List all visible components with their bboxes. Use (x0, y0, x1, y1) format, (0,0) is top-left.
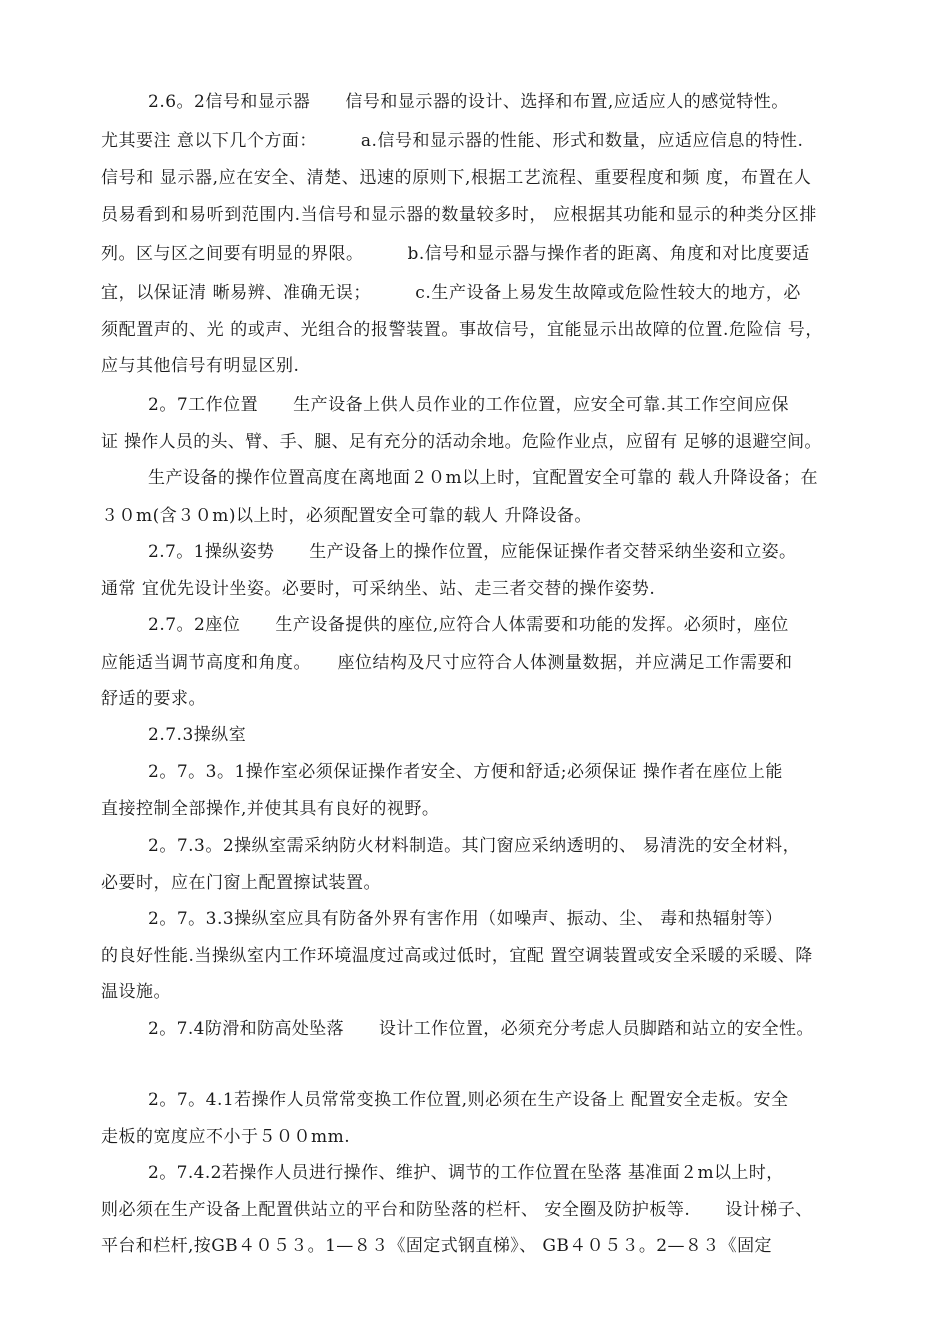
text-line: 应能适当调节高度和角度。 座位结构及尺寸应符合人体测量数据，并应满足工作需要和 (101, 653, 793, 673)
text-line: 列。区与区之间要有明显的界限。 b.信号和显示器与操作者的距离、角度和对比度要适 (101, 244, 810, 264)
text-line: 则必须在生产设备上配置供站立的平台和防坠落的栏杆、 安全圈及防护板等. 设计梯子、 (101, 1200, 813, 1220)
text-line: 应与其他信号有明显区别. (101, 356, 300, 376)
text-line: 的良好性能.当操纵室内工作环境温度过高或过低时，宜配 置空调装置或安全采暖的采暖、降 (101, 946, 813, 966)
text-line: 2。7工作位置 生产设备上供人员作业的工作位置，应安全可靠.其工作空间应保 (148, 395, 790, 415)
text-line: 2.6。2信号和显示器 信号和显示器的设计、选择和布置,应适应人的感觉特性。 (148, 92, 789, 112)
text-line: 舒适的要求。 (101, 689, 206, 709)
text-line: 平台和栏杆,按GB４０５３。1—８３《固定式钢直梯》、 GB４０５３。2—８３《固定 (101, 1236, 772, 1256)
text-line: 须配置声的、光 的或声、光组合的报警装置。事故信号，宜能显示出故障的位置.危险信 号， (101, 320, 824, 340)
text-line: 直接控制全部操作,并使其具有良好的视野。 (101, 799, 440, 819)
text-line: 通常 宜优先设计坐姿。必要时，可采纳坐、站、走三者交替的操作姿势. (101, 579, 656, 599)
text-line: 2.7。1操纵姿势 生产设备上的操作位置，应能保证操作者交替采纳坐姿和立姿。 (148, 542, 797, 562)
text-line: 证 操作人员的头、臂、手、腿、足有充分的活动余地。危险作业点，应留有 足够的退避空间。 (101, 432, 822, 452)
text-line: 尤其要注 意以下几个方面： a.信号和显示器的性能、形式和数量，应适应信息的特性. (101, 131, 804, 151)
text-line: 2。7.4防滑和防高处坠落 设计工作位置，必须充分考虑人员脚踏和站立的安全性。 (148, 1019, 814, 1039)
text-line: 信号和 显示器,应在安全、清楚、迅速的原则下,根据工艺流程、重要程度和频 度，布置在人 (101, 168, 812, 188)
text-line: 温设施。 (101, 982, 171, 1002)
text-line: 走板的宽度应不小于５００mm. (101, 1127, 351, 1147)
text-line: 员易看到和易听到范围内.当信号和显示器的数量较多时， 应根据其功能和显示的种类分区排 (101, 205, 818, 225)
text-line: 必要时，应在门窗上配置擦试装置。 (101, 873, 381, 893)
text-line: 2。7.4.2若操作人员进行操作、维护、调节的工作位置在坠落 基准面２m以上时， (148, 1163, 784, 1183)
text-line: 2。7。3.3操纵室应具有防备外界有害作用（如噪声、振动、尘、 毒和热辐射等） (148, 909, 783, 929)
text-line: 生产设备的操作位置高度在离地面２０m以上时，宜配置安全可靠的 载人升降设备；在 (148, 468, 819, 488)
text-line: ３０m(含３０m)以上时，必须配置安全可靠的载人 升降设备。 (101, 506, 592, 526)
text-line: 宜，以保证清 晰易辨、准确无误； c.生产设备上易发生故障或危险性较大的地方，必 (101, 283, 802, 303)
text-line: 2。7。3。1操作室必须保证操作者安全、方便和舒适;必须保证 操作者在座位上能 (148, 762, 783, 782)
text-line: 2。7.3。2操纵室需采纳防火材料制造。其门窗应采纳透明的、 易清洗的安全材料， (148, 836, 801, 856)
text-line: 2。7。4.1若操作人员常常变换工作位置,则必须在生产设备上 配置安全走板。安全 (148, 1090, 789, 1110)
text-line: 2.7。2座位 生产设备提供的座位,应符合人体需要和功能的发挥。必须时，座位 (148, 615, 789, 635)
text-line: 2.7.3操纵室 (148, 725, 247, 745)
